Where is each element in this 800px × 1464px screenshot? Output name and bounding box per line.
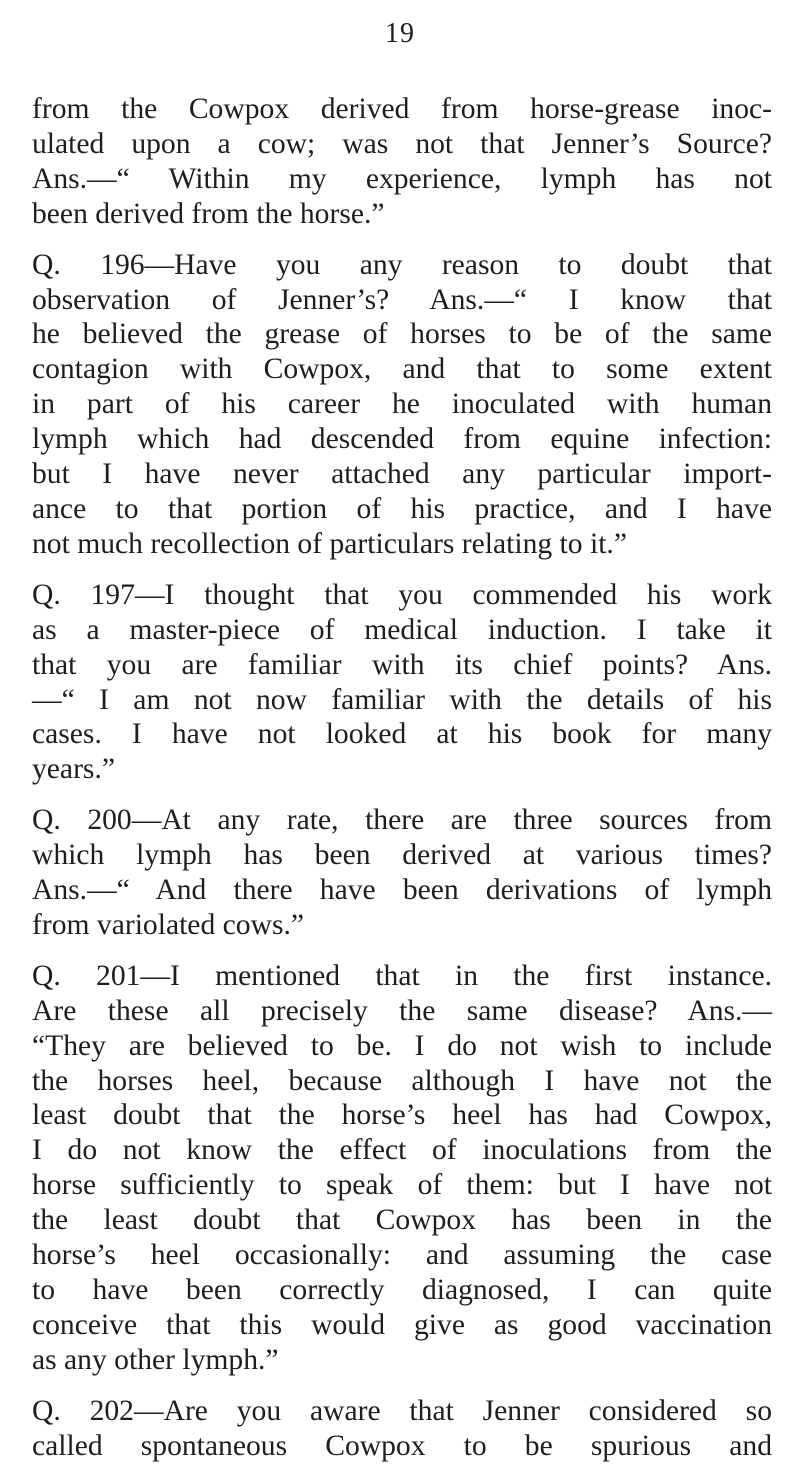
page-number: 19 xyxy=(385,18,415,49)
text-line: “They are believed to be. I do not wish to include xyxy=(32,1029,772,1062)
text-line: in part of his career he inoculated with human xyxy=(32,388,772,421)
text-line: Q. 197—I thought that you commended his work xyxy=(32,578,772,611)
paragraph xyxy=(32,959,772,1378)
paragraph-gap xyxy=(32,232,772,248)
text-line: Q. 201—I mentioned that in the first instance. xyxy=(32,959,772,992)
text-line: contagion with Cowpox, and that to some extent xyxy=(32,353,772,386)
text-line: the least doubt that Cowpox has been in the xyxy=(32,1204,772,1237)
text-line: ulated upon a cow; was not that Jenner’s Source? xyxy=(32,127,772,160)
text-line: as any other lymph.” xyxy=(32,1343,279,1376)
paragraph xyxy=(32,803,772,943)
text-line: Ans.—“ Within my experience, lymph has not xyxy=(32,162,772,195)
paragraph xyxy=(32,92,772,232)
text-line: but I have never attached any particular import- xyxy=(32,458,772,491)
text-line: observation of Jenner’s? Ans.—“ I know that xyxy=(32,283,772,316)
paragraph-gap xyxy=(32,943,772,959)
text-line: Q. 200—At any rate, there are three sources from xyxy=(32,804,772,837)
text-line: Q. 202—Are you aware that Jenner considered so xyxy=(32,1394,772,1427)
text-line: horse’s heel occasionally: and assuming the case xyxy=(32,1239,772,1272)
text-line: cases. I have not looked at his book for many xyxy=(32,718,772,751)
text-line: which lymph has been derived at various times? xyxy=(32,839,772,872)
body-text xyxy=(32,92,772,1464)
text-line: been derived from the horse.” xyxy=(32,197,385,230)
text-line: lymph which had descended from equine infection: xyxy=(32,423,772,456)
text-line: as a master-piece of medical induction. I take it xyxy=(32,613,772,646)
text-line: Are these all precisely the same disease? Ans.— xyxy=(32,994,772,1027)
paragraph-gap xyxy=(32,1378,772,1394)
text-line: —“ I am not now familiar with the details of his xyxy=(32,683,772,716)
text-line: to have been correctly diagnosed, I can quite xyxy=(32,1274,772,1306)
text-line: horse sufficiently to speak of them: but I have not xyxy=(32,1169,772,1202)
text-line: conceive that this would give as good vaccination xyxy=(32,1308,772,1341)
paragraph-gap xyxy=(32,787,772,803)
paragraph-gap xyxy=(32,562,772,578)
text-line: that you are familiar with its chief points? Ans. xyxy=(32,648,772,681)
text-line: from variolated cows.” xyxy=(32,908,304,941)
text-line: the horses heel, because although I have not the xyxy=(32,1064,772,1097)
paragraph xyxy=(32,248,772,562)
text-line: Q. 196—Have you any reason to doubt that xyxy=(32,248,772,281)
text-line: not much recollection of particulars relating to it.” xyxy=(32,527,627,560)
text-line: he believed the grease of horses to be of the same xyxy=(32,318,772,351)
text-line: from the Cowpox derived from horse-grease inoc- xyxy=(32,93,772,125)
paragraph xyxy=(32,578,772,787)
text-line: called spontaneous Cowpox to be spurious and xyxy=(32,1429,772,1462)
text-line: years.” xyxy=(32,753,115,786)
text-line: I do not know the effect of inoculations from the xyxy=(32,1134,772,1167)
text-line: least doubt that the horse’s heel has had Cowpox, xyxy=(32,1099,772,1132)
text-line: ance to that portion of his practice, and I have xyxy=(32,492,772,525)
paragraph xyxy=(32,1394,772,1464)
text-line: Ans.—“ And there have been derivations of lymph xyxy=(32,874,772,907)
